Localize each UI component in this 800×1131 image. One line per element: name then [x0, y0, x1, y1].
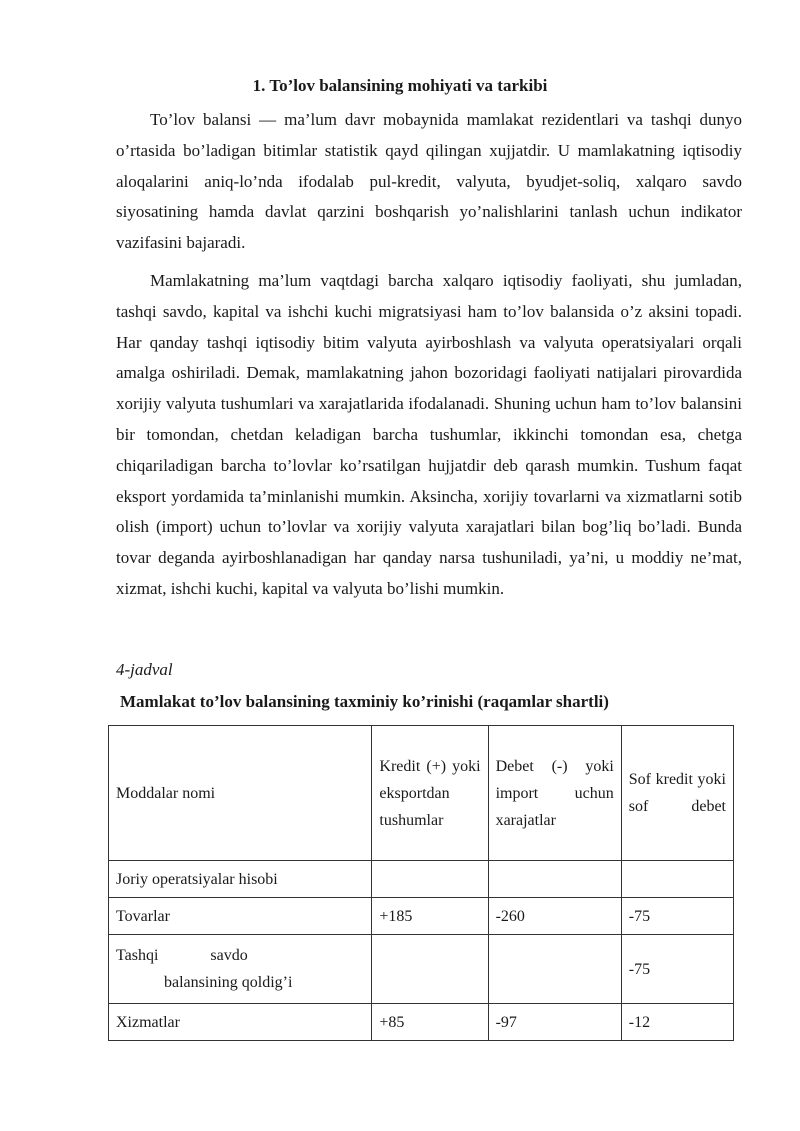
cell-item-name [109, 935, 372, 1004]
cell-net: -12 [621, 1004, 733, 1041]
table-row [109, 861, 734, 898]
paragraph-1-text: To’lov balansi — ma’lum davr mobaynida mamlakat rezidentlari va tashqi dunyo o’rtasida bo’ladigan bitimlar statistik qayd qilingan xujjatdir. U mamlakatning iqtisodiy aloqalarini aniq-lo’nda ifodalab pul-kredit, valyuta, byudjet-soliq, xalqaro savdo siyosatining hamda davlat qarzini boshqarish yo’nalishlarini tanlash uchun indikator vazifasini bajaradi. [116, 110, 742, 253]
paragraph-1 [116, 105, 742, 259]
table-title: Mamlakat to’lov balansining taxminiy ko’rinishi (raqamlar shartli) [120, 692, 609, 711]
table-number-label: 4-jadval [116, 660, 173, 679]
table-row [109, 898, 734, 935]
cell-credit [372, 935, 488, 1004]
cell-item-name: Joriy operatsiyalar hisobi [109, 861, 372, 898]
cell-debit [488, 935, 621, 1004]
paragraph-2-text: Mamlakatning ma’lum vaqtdagi barcha xalqaro iqtisodiy faoliyati, shu jumladan, tashqi savdo, kapital va ishchi kuchi migratsiyasi ham to’lov balansida o’z aksini topadi. Har qanday tashqi iqtisodiy bitim valyuta ayirboshlash va valyuta operatsiyalari orqali amalga oshiriladi. Demak, mamlakatning jahon bozoridagi faoliyati natijalari pirovardida xorijiy valyuta tushumlari va xarajatlarida ifodalanadi. Shuning uchun ham to’lov balansini bir tomondan, chetdan keladigan barcha tushumlar, ikkinchi tomondan esa, chetga chiqariladigan barcha to’lovlar ko’rsatilgan hujjatdir deb qarash mumkin. Tushum faqat eksport yordamida ta’minlanishi mumkin. Aksincha, xorijiy tovarlarni va xizmatlarni sotib olish (import) uchun to’lovlar va xorijiy valyuta xarajatlari bilan bog’liq bo’ladi. Bunda tovar deganda ayirboshlanadigan har qanday narsa tushuniladi, ya’ni, u moddiy ne’mat, xizmat, ishchi kuchi, kapital va valyuta bo’lishi mumkin. [116, 271, 742, 598]
cell-net: -75 [621, 898, 733, 935]
table-row [109, 935, 734, 1004]
header-debit: Debet (-) yoki import uchun xarajatlar [488, 726, 621, 861]
cell-item-name-line1: Tashqi savdo [116, 947, 248, 964]
cell-net [621, 861, 733, 898]
balance-table [108, 725, 734, 1041]
header-credit: Kredit (+) yoki eksportdan tushumlar [372, 726, 488, 861]
cell-item-name: Xizmatlar [109, 1004, 372, 1041]
section-heading: 1. To’lov balansining mohiyati va tarkibi [252, 76, 548, 95]
table-header-row [109, 726, 734, 861]
cell-item-name: Tovarlar [109, 898, 372, 935]
table-row [109, 1004, 734, 1041]
cell-credit: +185 [372, 898, 488, 935]
cell-item-name-line2: balansining qoldig’i [164, 974, 293, 991]
cell-credit [372, 861, 488, 898]
paragraph-2 [116, 266, 742, 605]
cell-net: -75 [621, 935, 733, 1004]
cell-debit: -260 [488, 898, 621, 935]
cell-debit: -97 [488, 1004, 621, 1041]
header-net: Sof kredit yoki sof debet [621, 726, 733, 861]
cell-debit [488, 861, 621, 898]
cell-credit: +85 [372, 1004, 488, 1041]
header-item-name: Moddalar nomi [109, 726, 372, 861]
